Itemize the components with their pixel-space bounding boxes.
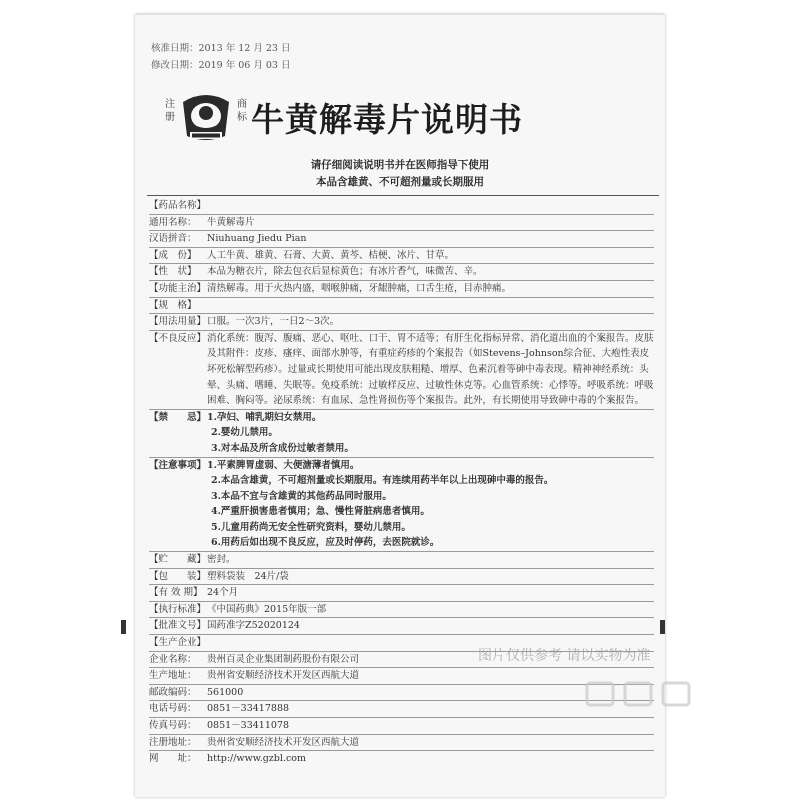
- common-name-label: 通用名称：: [149, 216, 197, 228]
- company-value: 贵州百灵企业集团制药股份有限公司: [207, 653, 360, 665]
- caution-item: 4.严重肝损害患者慎用；急、慢性肾脏病患者慎用。: [211, 506, 430, 518]
- common-name-row: [149, 215, 654, 232]
- website-value: http://www.gzbl.com: [207, 753, 306, 765]
- properties-value: 本品为糖衣片，除去包衣后显棕黄色；有冰片香气，味微苦、辛。: [207, 266, 483, 278]
- indications-row: [149, 281, 654, 298]
- info-table: [149, 198, 654, 767]
- package-row: [149, 569, 654, 586]
- watermark-text: [585, 677, 705, 718]
- contraindications-label: 【禁 忌】: [149, 411, 207, 423]
- adverse-row: [149, 331, 654, 410]
- contraindication-item: 1.孕妇、哺乳期妇女禁用。: [207, 411, 322, 423]
- subtitle-warning: 本品含雄黄、不可超剂量或长期服用: [316, 176, 484, 188]
- indications-value: 清热解毒。用于火热内盛，咽喉肿痛，牙龈肿痛，口舌生疮，目赤肿痛。: [207, 282, 512, 294]
- company-label: 企业名称：: [149, 653, 197, 665]
- approval-date: 核准日期：2013 年 12 月 23 日: [151, 43, 291, 54]
- trademark-label: 商标: [237, 99, 247, 123]
- caution-item: 3.本品不宜与含雄黄的其他药品同时服用。: [211, 490, 392, 502]
- approval-number-value: 国药准字Z52020124: [207, 620, 300, 632]
- usage-value: 口服。一次3片，一日2～3次。: [207, 316, 340, 328]
- caution-item: 6.用药后如出现不良反应，应及时停药，去医院就诊。: [149, 535, 654, 552]
- storage-row: [149, 552, 654, 569]
- phone-value: 0851－33417888: [207, 703, 290, 715]
- address-value: 贵州省安顺经济技术开发区西航大道: [207, 670, 360, 682]
- pinyin-value: Niuhuang Jiedu Pian: [207, 233, 307, 245]
- adverse-value: 消化系统：腹泻、腹痛、恶心、呕吐、口干、胃不适等；有肝生化指标异常、消化道出血的个案报告。皮肤及其附件：皮疹、瘙痒、面部水肿等，有重症药疹的个案报告（如Stevens–Johnson综合征、大疱性表皮坏死松解型药疹）。过量或长期使用可能出现皮肤粗糙、增厚、色素沉着等砷中毒表现。精神神经系统：头晕、头痛、嗜睡、失眠等。免疫系统：过敏样反应、过敏性休克等。心血管系统：心悸等。呼吸系统：呼吸困难、胸闷等。泌尿系统：有血尿、急性肾损伤等个案报告。此外，有长期使用导致砷中毒的个案报告。: [207, 332, 654, 407]
- subtitle-guidance: 请仔细阅读说明书并在医师指导下使用: [310, 159, 490, 171]
- watermark-shape-icon: [585, 677, 705, 711]
- approval-number-row: [149, 618, 654, 635]
- usage-label: 【用法用量】: [149, 316, 207, 328]
- spec-label: 【规 格】: [149, 299, 197, 311]
- reg-address-value: 贵州省安顺经济技术开发区西航大道: [207, 736, 360, 748]
- registered-label: 注册: [165, 99, 175, 123]
- revision-date: 修改日期：2019 年 06 月 03 日: [151, 60, 291, 71]
- watermark-text: 图片仅供参考 请以实物为准: [478, 648, 651, 664]
- caution-item: 5.儿童用药尚无安全性研究资料，婴幼儿禁用。: [211, 521, 411, 533]
- standard-label: 【执行标准】: [149, 603, 207, 615]
- properties-label: 【性 状】: [149, 266, 197, 278]
- caution-item: 2.本品含雄黄，不可超剂量或长期服用。有连续用药半年以上出现砷中毒的报告。: [211, 475, 554, 487]
- approval-number-label: 【批准文号】: [149, 620, 207, 632]
- maker-section-label: 【生产企业】: [149, 637, 207, 649]
- standard-row: [149, 602, 654, 619]
- address-row: [149, 668, 654, 685]
- contraindication-item: 3.对本品及所含成份过敏者禁用。: [149, 441, 654, 458]
- registration-mark: [121, 620, 126, 634]
- phone-row: [149, 701, 654, 718]
- package-value: 塑料袋装 24片/袋: [207, 570, 289, 582]
- validity-label: 【有 效 期】: [149, 587, 203, 599]
- adverse-label: 【不良反应】: [149, 332, 207, 344]
- address-label: 生产地址：: [149, 670, 197, 682]
- name-section-label: 【药品名称】: [149, 200, 207, 211]
- postcode-value: 561000: [207, 686, 244, 698]
- caution-item: 1.平素脾胃虚弱、大便溏薄者慎用。: [207, 459, 360, 471]
- postcode-label: 邮政编码：: [149, 686, 197, 698]
- cautions-row: [149, 458, 654, 474]
- ingredients-value: 人工牛黄、雄黄、石膏、大黄、黄芩、桔梗、冰片、甘草。: [207, 249, 455, 261]
- standard-value: 《中国药典》2015年版一部: [207, 603, 327, 615]
- postcode-row: [149, 685, 654, 702]
- phone-label: 电话号码：: [149, 703, 197, 715]
- registration-mark: [660, 620, 665, 634]
- fax-row: [149, 718, 654, 735]
- contraindication-item: 2.婴幼儿禁用。: [211, 427, 278, 439]
- pinyin-label: 汉语拼音：: [149, 233, 197, 245]
- storage-value: 密封。: [207, 554, 236, 566]
- properties-row: [149, 264, 654, 281]
- cautions-label: 【注意事项】: [149, 459, 207, 471]
- storage-label: 【贮 藏】: [149, 554, 207, 566]
- reg-address-label: 注册地址：: [149, 736, 197, 748]
- pinyin-row: [149, 231, 654, 248]
- website-row: [149, 751, 654, 767]
- reg-address-row: [149, 735, 654, 752]
- trademark-block: [165, 92, 247, 142]
- ingredients-label: 【成 份】: [149, 249, 197, 261]
- package-label: 【包 装】: [149, 570, 207, 582]
- ingredients-row: [149, 248, 654, 265]
- name-section: [149, 198, 654, 215]
- page-title: 牛黄解毒片说明书: [251, 100, 523, 139]
- fax-value: 0851－33411078: [207, 720, 290, 731]
- usage-row: [149, 314, 654, 331]
- website-label: 网 址：: [149, 753, 197, 765]
- brand-logo-icon: [179, 92, 233, 142]
- contraindications-row: [149, 410, 654, 426]
- date-block: [151, 40, 290, 74]
- spec-row: [149, 298, 654, 315]
- top-rule: [147, 195, 659, 196]
- common-name-value: 牛黄解毒片: [207, 216, 255, 228]
- validity-row: [149, 585, 654, 602]
- validity-value: 24个月: [207, 587, 239, 599]
- fold-line: [135, 14, 665, 15]
- fax-label: 传真号码：: [149, 720, 197, 731]
- indications-label: 【功能主治】: [149, 282, 207, 294]
